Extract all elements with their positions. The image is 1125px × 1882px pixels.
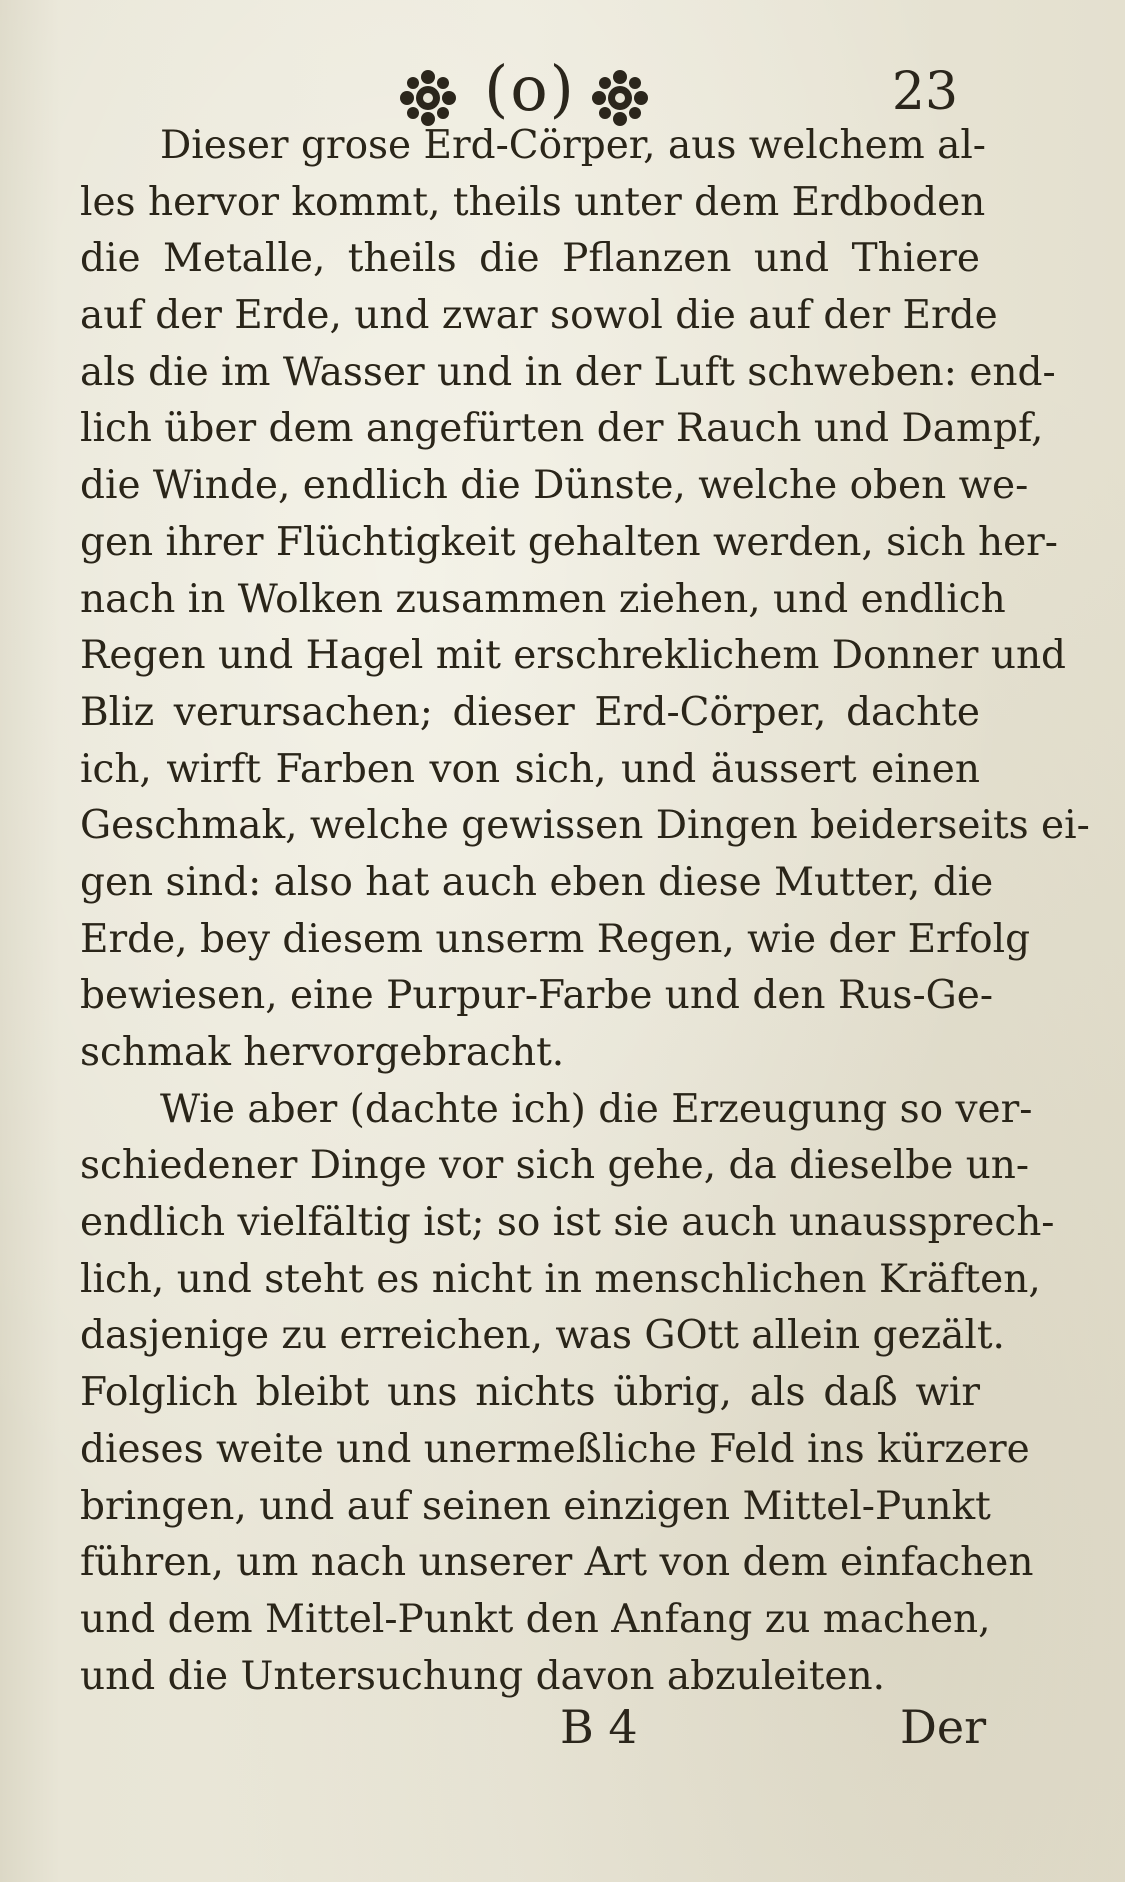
catchword: Der bbox=[900, 1700, 987, 1754]
text-line: die Winde, endlich die Dünste, welche oben we- bbox=[80, 463, 1029, 509]
text-line: Folglich bleibt uns nichts übrig, als daß wir bbox=[80, 1370, 980, 1416]
text-line: und die Untersuchung davon abzuleiten. bbox=[80, 1653, 886, 1699]
text-line: bringen, und auf seinen einzigen Mittel-Punkt bbox=[80, 1483, 991, 1529]
text-line: endlich vielfältig ist; so ist sie auch unaussprech- bbox=[80, 1200, 1055, 1246]
text-line: Bliz verursachen; dieser Erd-Cörper, dachte bbox=[80, 689, 980, 735]
page-footer bbox=[0, 1700, 1125, 1780]
text-line: dasjenige zu erreichen, was GOtt allein gezält. bbox=[80, 1313, 1005, 1359]
text-line: ich, wirft Farben von sich, und äussert einen bbox=[80, 746, 980, 792]
text-line: lich, und steht es nicht in menschlichen Kräften, bbox=[80, 1256, 1041, 1302]
text-line: schmak hervorgebracht. bbox=[80, 1030, 565, 1075]
text-line: schiedener Dinge vor sich gehe, da dieselbe un- bbox=[80, 1143, 1030, 1189]
text-line: gen ihrer Flüchtigkeit gehalten werden, sich her- bbox=[80, 519, 1058, 565]
text-line: Regen und Hagel mit erschreklichem Donner und bbox=[80, 633, 1067, 679]
text-line: Dieser grose Erd-Cörper, aus welchem al- bbox=[160, 123, 986, 168]
text-line: als die im Wasser und in der Luft schweben: end- bbox=[80, 349, 1056, 395]
text-line: auf der Erde, und zwar sowol die auf der Erde bbox=[80, 293, 998, 339]
text-line: nach in Wolken zusammen ziehen, und endlich bbox=[80, 576, 1006, 622]
text-line: führen, um nach unserer Art von dem einfachen bbox=[80, 1540, 1034, 1586]
page-header bbox=[0, 26, 1125, 125]
header-mark: (o) bbox=[484, 52, 576, 125]
text-line: und dem Mittel-Punkt den Anfang zu machen, bbox=[80, 1596, 991, 1642]
text-line: les hervor kommt, theils unter dem Erdboden bbox=[80, 179, 986, 225]
body-text bbox=[80, 118, 1090, 1705]
text-line: die Metalle, theils die Pflanzen und Thiere bbox=[80, 236, 980, 282]
text-line: dieses weite und unermeßliche Feld ins kürzere bbox=[80, 1426, 1030, 1472]
page-number: 23 bbox=[891, 62, 959, 122]
text-line: bewiesen, eine Purpur-Farbe und den Rus-Ge- bbox=[80, 973, 994, 1019]
text-line: Geschmak, welche gewissen Dingen beiderseits ei- bbox=[80, 803, 1090, 849]
text-line: Erde, bey diesem unserm Regen, wie der Erfolg bbox=[80, 916, 1031, 962]
text-line: gen sind: also hat auch eben diese Mutter, die bbox=[80, 859, 994, 905]
text-line: Wie aber (dachte ich) die Erzeugung so ver- bbox=[160, 1086, 1033, 1132]
text-line: lich über dem angefürten der Rauch und Dampf, bbox=[80, 406, 1044, 452]
signature-mark: B 4 bbox=[560, 1700, 638, 1754]
